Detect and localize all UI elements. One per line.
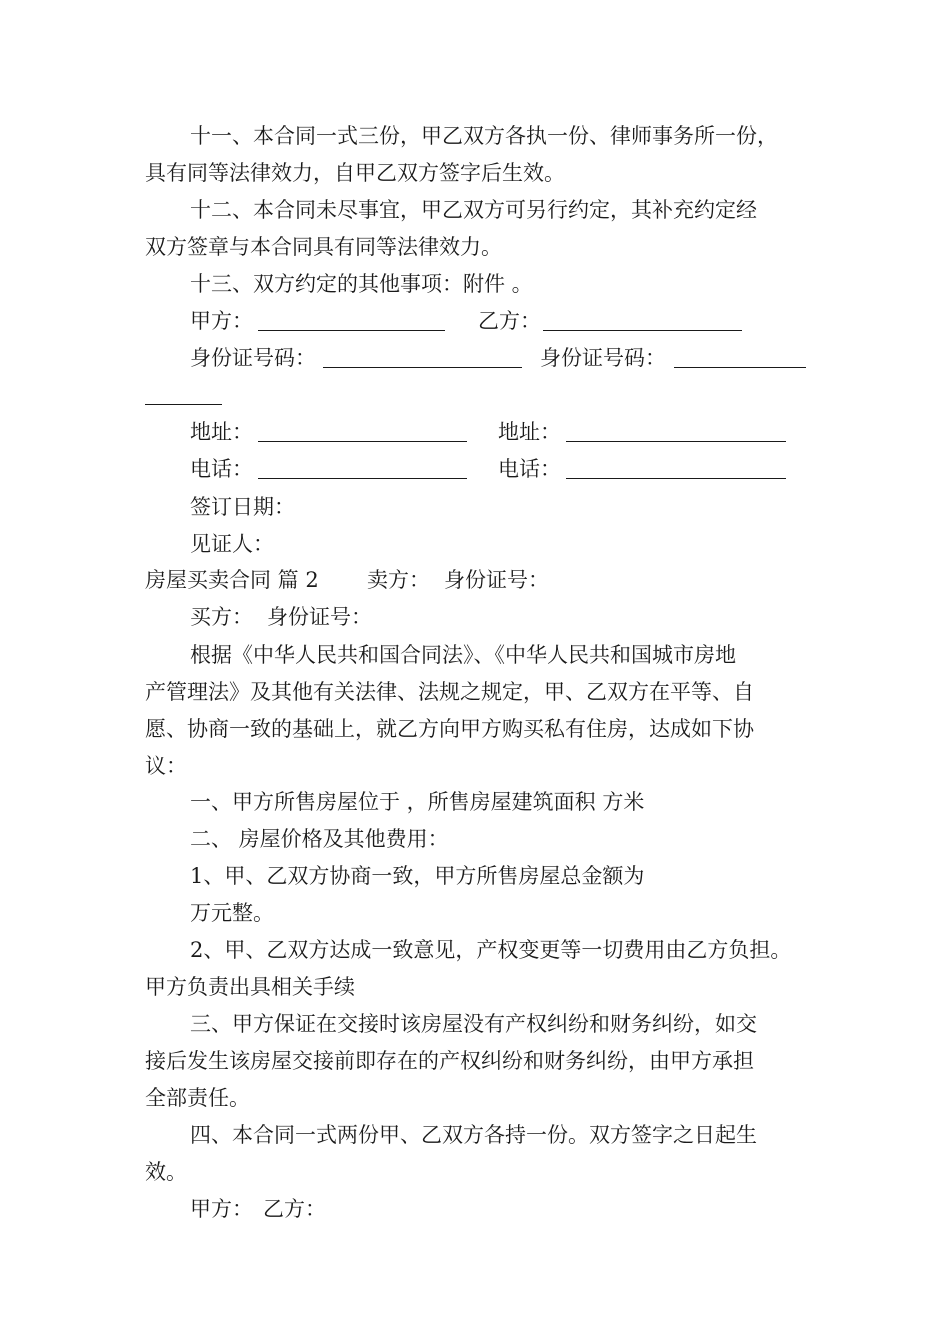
clause-13: 十三、双方约定的其他事项：附件 。 (190, 272, 533, 296)
clause-12-line-2: 双方签章与本合同具有同等法律效力。 (145, 235, 502, 259)
id-b-blank (674, 367, 806, 368)
preamble-line-2: 产管理法》及其他有关法律、法规之规定，甲、乙双方在平等、自 (145, 680, 754, 704)
seller-label: 卖方： (367, 568, 430, 592)
party-b-blank (543, 330, 742, 331)
preamble-line-4: 议： (145, 754, 187, 778)
clause-3-line-3: 全部责任。 (145, 1086, 250, 1110)
seller-id-label: 身份证号： (444, 568, 549, 592)
clause-12-line-1: 十二、本合同未尽事宜，甲乙双方可另行约定，其补充约定经 (190, 198, 757, 222)
item-1-line-2: 万元整。 (190, 901, 274, 925)
clause-11-line-2: 具有同等法律效力，自甲乙双方签字后生效。 (145, 161, 565, 185)
item-2-line-2: 甲方负责出具相关手续 (145, 975, 355, 999)
item-1-line-1: 1、甲、乙双方协商一致，甲方所售房屋总金额为 (190, 864, 645, 888)
id-a-label: 身份证号码： (190, 346, 316, 370)
preamble-line-1: 根据《中华人民共和国合同法》、《中华人民共和国城市房地 (190, 643, 736, 667)
final-party-b-label: 乙方： (263, 1197, 326, 1221)
phone-a-blank (258, 478, 467, 479)
address-b-label: 地址： (498, 420, 561, 444)
phone-a-label: 电话： (190, 457, 253, 481)
witness-label: 见证人： (190, 532, 274, 556)
buyer-id-label: 身份证号： (267, 605, 372, 629)
id-b-label: 身份证号码： (540, 346, 666, 370)
address-b-blank (566, 441, 786, 442)
address-a-label: 地址： (190, 420, 253, 444)
clause-2-title: 二、 房屋价格及其他费用： (190, 827, 449, 851)
id-a-blank (323, 367, 522, 368)
clause-4-line-2: 效。 (145, 1160, 187, 1184)
id-b-blank-continued (145, 404, 222, 405)
preamble-line-3: 愿、协商一致的基础上，就乙方向甲方购买私有住房，达成如下协 (145, 717, 754, 741)
phone-b-label: 电话： (498, 457, 561, 481)
clause-3-line-2: 接后发生该房屋交接前即存在的产权纠纷和财务纠纷，由甲方承担 (145, 1049, 754, 1073)
party-b-label: 乙方： (478, 309, 541, 333)
clause-4-line-1: 四、本合同一式两份甲、乙双方各持一份。双方签字之日起生 (190, 1123, 757, 1147)
clause-1: 一、甲方所售房屋位于 ，所售房屋建筑面积 方米 (190, 790, 645, 814)
party-a-label: 甲方： (190, 309, 253, 333)
buyer-label: 买方： (190, 605, 253, 629)
final-party-a-label: 甲方： (190, 1197, 253, 1221)
clause-11-line-1: 十一、本合同一式三份，甲乙双方各执一份、律师事务所一份， (190, 124, 778, 148)
party-a-blank (258, 330, 445, 331)
clause-3-line-1: 三、甲方保证在交接时该房屋没有产权纠纷和财务纠纷，如交 (190, 1012, 757, 1036)
address-a-blank (258, 441, 467, 442)
item-2-line-1: 2、甲、乙双方达成一致意见，产权变更等一切费用由乙方负担。 (190, 938, 792, 962)
contract2-heading: 房屋买卖合同 篇 2 (145, 568, 319, 592)
phone-b-blank (566, 478, 786, 479)
sign-date-label: 签订日期： (190, 495, 295, 519)
